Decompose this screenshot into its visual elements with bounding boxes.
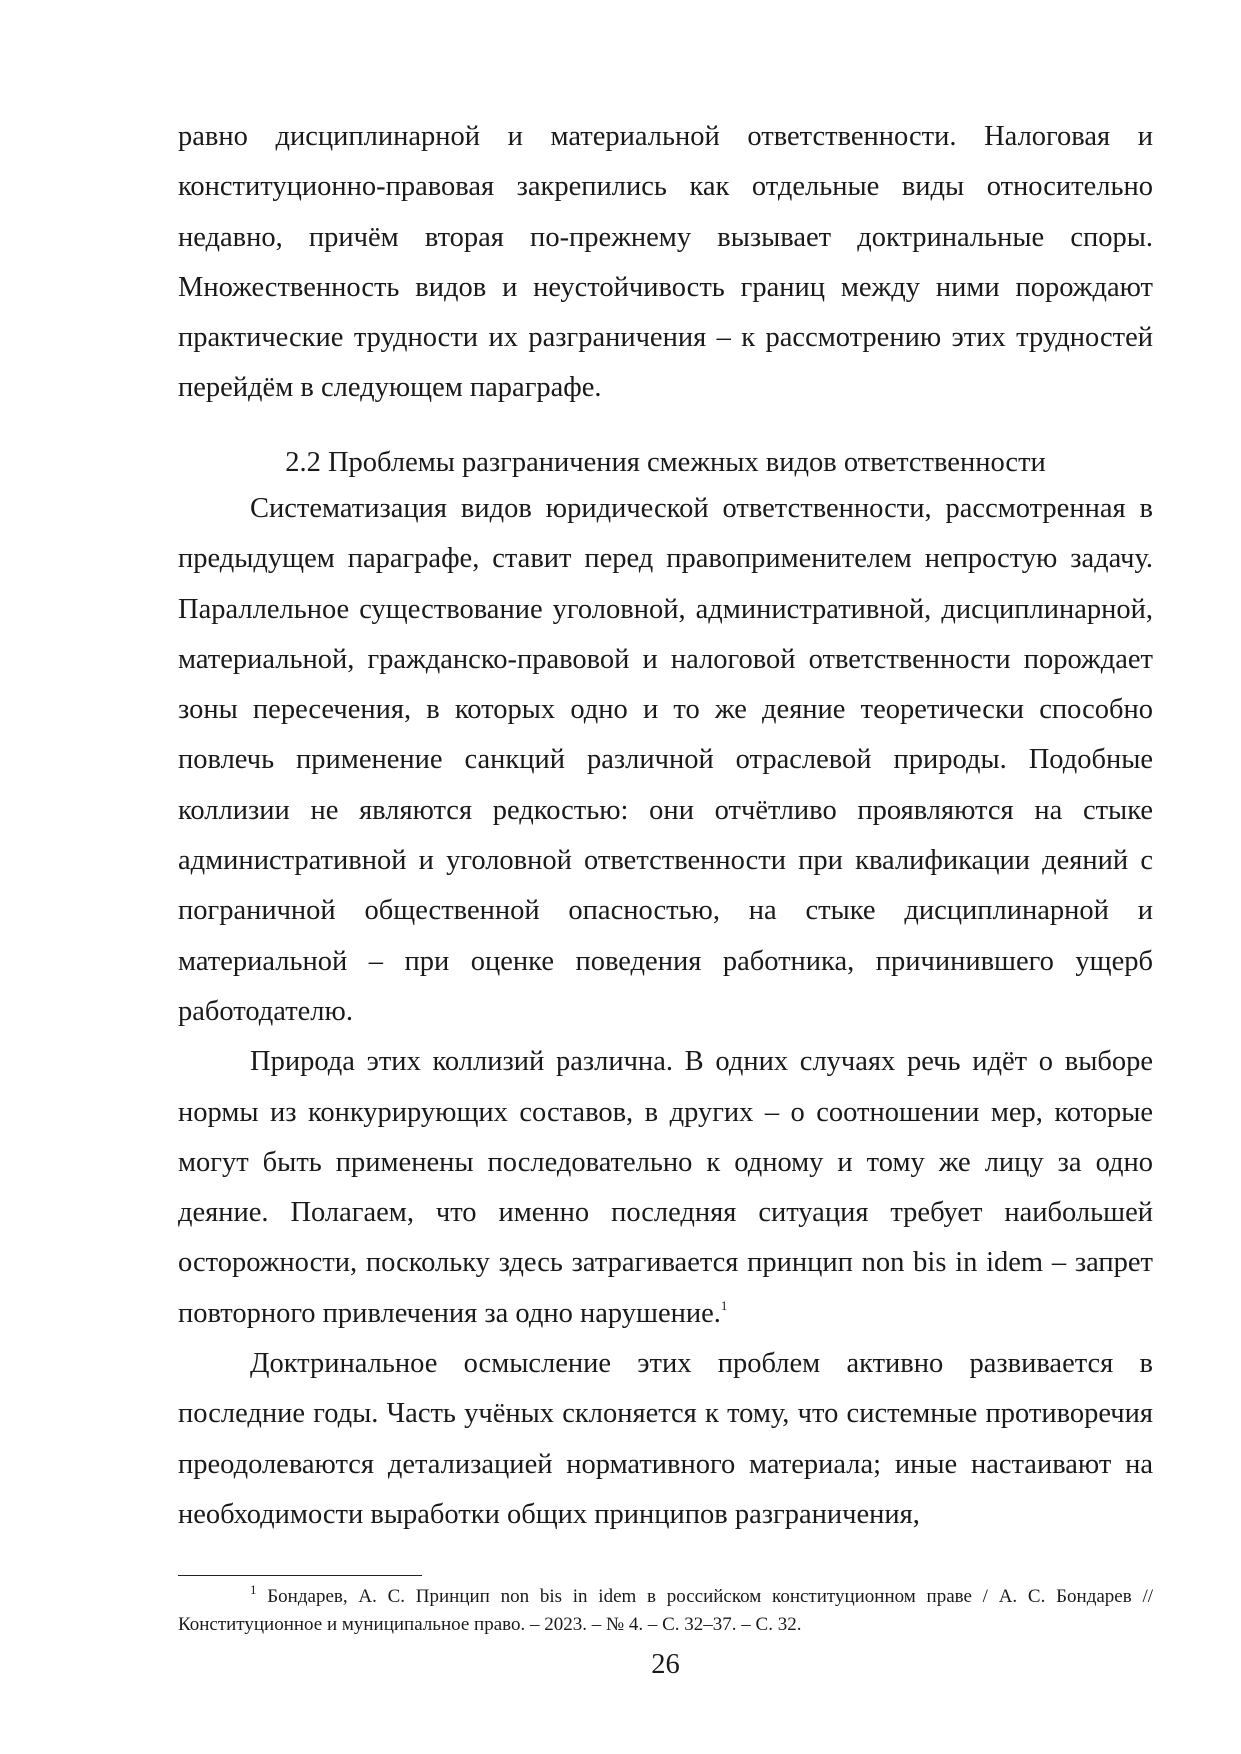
paragraph-3	[178, 1339, 1153, 1540]
paragraph-continuation: равно дисциплинарной и материальной ответственности. Налоговая и конституционно-правовая закрепились как отдельные виды относительно недавно, причём вторая по-прежнему вызывает доктринальные споры. Множественность видов и неустойчивость границ между ними порождают практические трудности их разграничения – к рассмотрению этих трудностей перейдём в следующем параграфе.	[178, 121, 1153, 404]
paragraph-2-text: Природа этих коллизий различна. В одних случаях речь идёт о выборе нормы из конкурирующих составов, в других – о соотношении мер, которые могут быть применены последовательно к одному и тому же лицу за одно деяние. Полагаем, что именно последняя ситуация требует наибольшей осторожности, поскольку здесь затрагивается принцип non bis in idem – запрет повторного привлечения за одно нарушение.	[178, 1046, 1153, 1329]
footnote-reference[interactable]: 1	[720, 1297, 728, 1313]
body-text-continuation	[178, 112, 1153, 414]
footnote-1	[178, 1583, 1153, 1638]
paragraph-2	[178, 1037, 1153, 1339]
paragraph-3-text: Доктринальное осмысление этих проблем активно развивается в последние годы. Часть учёных склоняется к тому, что системные противоречия преодолеваются детализацией нормативного материала; иные настаивают на необходимости выработки общих принципов разграничения,	[178, 1348, 1153, 1530]
body-text-main	[178, 484, 1153, 1540]
paragraph-1-text: Систематизация видов юридической ответственности, рассмотренная в предыдущем параграфе, ставит перед правоприменителем непростую задачу. Параллельное существование уголовной, административной, дисциплинарной, материальной, гражданско-правовой и налоговой ответственности порождает зоны пересечения, в которых одно и то же деяние теоретически способно повлечь применение санкций различной отраслевой природы. Подобные коллизии не являются редкостью: они отчётливо проявляются на стыке административной и уголовной ответственности при квалификации деяний с пограничной общественной опасностью, на стыке дисциплинарной и материальной – при оценке поведения работника, причинившего ущерб работодателю.	[178, 493, 1153, 1027]
footnote-text: Бондарев, А. С. Принцип non bis in idem в российском конституционном праве / А. С. Бондарев // Конституционное и муниципальное право. – 2023. – № 4. – С. 32–37. – С. 32.	[178, 1586, 1154, 1635]
footnote-number: 1	[250, 1582, 257, 1597]
page-number: 26	[651, 1649, 680, 1680]
section-heading: 2.2 Проблемы разграничения смежных видов ответственности	[285, 447, 1046, 478]
footnote-divider	[178, 1575, 422, 1576]
paragraph-1	[178, 484, 1153, 1037]
